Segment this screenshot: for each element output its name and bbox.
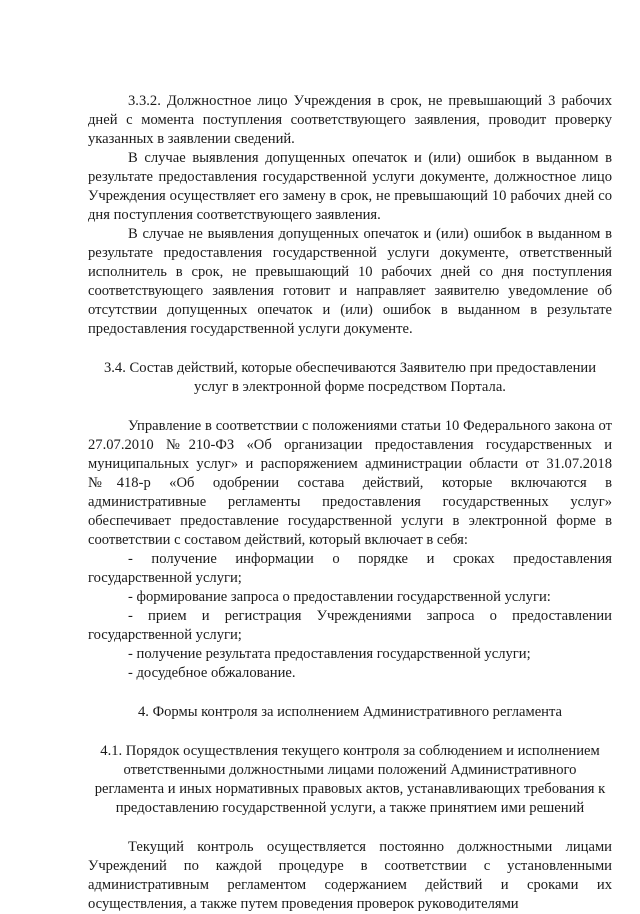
paragraph-4-1: Текущий контроль осуществляется постоянно должностными лицами Учреждений по каждой процедуре в соответствии с установленными административным регламентом содержанием действий и сроками их осуществления, а также путем проведения проверок руководителями	[88, 839, 612, 912]
list-item: - прием и регистрация Учреждениями запроса о предоставлении государственной услуги;	[88, 608, 612, 643]
paragraph-errors-found: В случае выявления допущенных опечаток и (или) ошибок в выданном в результате предоставления государственной услуги документе, должностное лицо Учреждения осуществляет его замену в срок, не превышающий 10 рабочих дней со дня поступления соответствующего заявления.	[88, 150, 612, 223]
section-heading-3-4: 3.4. Состав действий, которые обеспечиваются Заявителю при предоставлении услуг в электронной форме посредством Портала.	[103, 360, 597, 395]
paragraph-3-4: Управление в соответствии с положениями статьи 10 Федерального закона от 27.07.2010 №210-ФЗ «Об организации предоставления государственных и муниципальных услуг» и распоряжением администрации области от 31.07.2018 №418-р «Об одобрении состава действий, которые включаются в административные регламенты предоставления государственных услуг» обеспечивает предоставление государственной услуги в электронной форме в соответствии с составом действий, который включает в себя:	[88, 418, 612, 548]
section-heading-4-1: 4.1. Порядок осуществления текущего контроля за соблюдением и исполнением ответственными должностными лицами положений Административного регламента и иных нормативных правовых актов, устанавливающих требования к предоставлению государственной услуги, а также принятием ими решений	[94, 743, 606, 816]
list-item: - получение информации о порядке и сроках предоставления государственной услуги;	[88, 551, 612, 586]
paragraph-errors-not-found: В случае не выявления допущенных опечаток и (или) ошибок в выданном в результате предоставления государственной услуги документе, ответственный исполнитель в срок, не превышающий 10 рабочих дней со дня поступления соответствующего заявления готовит и направляет заявителю уведомление об отсутствии допущенных опечаток и (или) ошибок в выданном в результате предоставления государственной услуги документе.	[88, 226, 612, 337]
list-item: - получение результата предоставления государственной услуги;	[128, 646, 531, 662]
section-heading-4: 4. Формы контроля за исполнением Административного регламента	[137, 704, 563, 720]
list-item: - формирование запроса о предоставлении государственной услуги:	[128, 589, 551, 605]
actions-list	[88, 550, 612, 683]
list-item: - досудебное обжалование.	[128, 665, 296, 681]
paragraph-3-3-2: 3.3.2. Должностное лицо Учреждения в срок, не превышающий 3 рабочих дней с момента поступления соответствующего заявления, проводит проверку указанных в заявлении сведений.	[88, 93, 612, 147]
